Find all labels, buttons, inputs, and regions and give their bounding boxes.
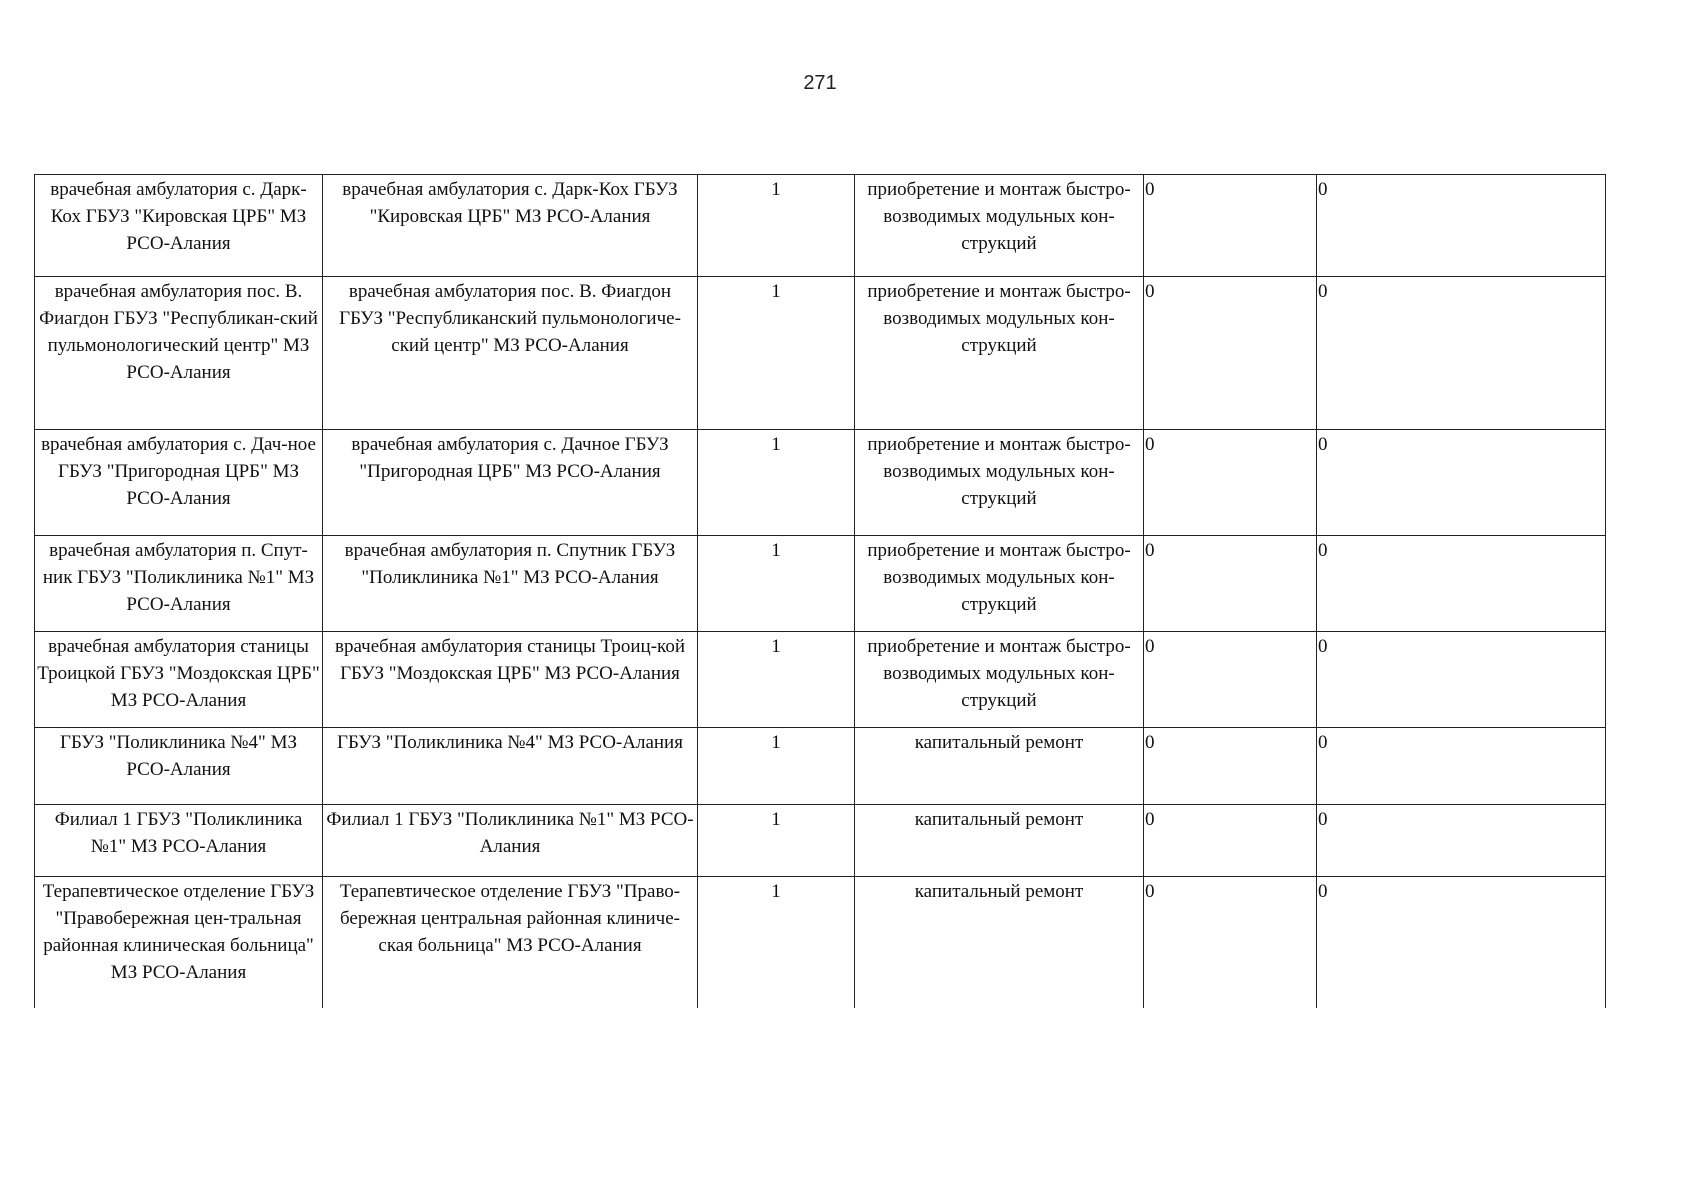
value-cell: 0 xyxy=(1144,536,1317,632)
quantity-cell: 1 xyxy=(698,277,855,430)
table-row xyxy=(35,728,1606,805)
table-row xyxy=(35,277,1606,430)
work-type-cell: приобретение и монтаж быстро-возводимых модульных кон-струкций xyxy=(855,632,1144,728)
page-number: 271 xyxy=(803,72,837,94)
quantity-cell: 1 xyxy=(698,536,855,632)
work-type-cell: приобретение и монтаж быстро-возводимых модульных кон-струкций xyxy=(855,536,1144,632)
institution-cell: врачебная амбулатория с. Дач-ное ГБУЗ "Пригородная ЦРБ" МЗ РСО-Алания xyxy=(35,430,323,536)
value-cell: 0 xyxy=(1144,728,1317,805)
value-cell: 0 xyxy=(1144,430,1317,536)
value-cell: 0 xyxy=(1144,277,1317,430)
value-cell: 0 xyxy=(1317,877,1606,1008)
value-cell: 0 xyxy=(1317,536,1606,632)
value-cell: 0 xyxy=(1144,175,1317,277)
table-row xyxy=(35,175,1606,277)
work-type-cell: капитальный ремонт xyxy=(855,728,1144,805)
institution-cell: врачебная амбулатория п. Спут-ник ГБУЗ "Поликлиника №1" МЗ РСО-Алания xyxy=(35,536,323,632)
value-cell: 0 xyxy=(1317,277,1606,430)
object-name-cell: врачебная амбулатория с. Дарк-Кох ГБУЗ "Кировская ЦРБ" МЗ РСО-Алания xyxy=(323,175,698,277)
value-cell: 0 xyxy=(1317,805,1606,877)
table-row xyxy=(35,536,1606,632)
table-row xyxy=(35,805,1606,877)
quantity-cell: 1 xyxy=(698,430,855,536)
institution-cell: врачебная амбулатория пос. В. Фиагдон ГБУЗ "Республикан-ский пульмонологический центр" МЗ РСО-Алания xyxy=(35,277,323,430)
table-row xyxy=(35,877,1606,1008)
work-type-cell: приобретение и монтаж быстро-возводимых модульных кон-струкций xyxy=(855,430,1144,536)
institution-cell: врачебная амбулатория станицы Троицкой ГБУЗ "Моздокская ЦРБ" МЗ РСО-Алания xyxy=(35,632,323,728)
facilities-table xyxy=(34,174,1606,1008)
work-type-cell: капитальный ремонт xyxy=(855,877,1144,1008)
value-cell: 0 xyxy=(1144,877,1317,1008)
value-cell: 0 xyxy=(1317,430,1606,536)
object-name-cell: врачебная амбулатория п. Спутник ГБУЗ "Поликлиника №1" МЗ РСО-Алания xyxy=(323,536,698,632)
institution-cell: Филиал 1 ГБУЗ "Поликлиника №1" МЗ РСО-Алания xyxy=(35,805,323,877)
institution-cell: ГБУЗ "Поликлиника №4" МЗ РСО-Алания xyxy=(35,728,323,805)
object-name-cell: ГБУЗ "Поликлиника №4" МЗ РСО-Алания xyxy=(323,728,698,805)
quantity-cell: 1 xyxy=(698,175,855,277)
object-name-cell: врачебная амбулатория станицы Троиц-кой ГБУЗ "Моздокская ЦРБ" МЗ РСО-Алания xyxy=(323,632,698,728)
institution-cell: Терапевтическое отделение ГБУЗ "Правобережная цен-тральная районная клиническая больница" МЗ РСО-Алания xyxy=(35,877,323,1008)
work-type-cell: капитальный ремонт xyxy=(855,805,1144,877)
value-cell: 0 xyxy=(1317,632,1606,728)
quantity-cell: 1 xyxy=(698,632,855,728)
institution-cell: врачебная амбулатория с. Дарк-Кох ГБУЗ "Кировская ЦРБ" МЗ РСО-Алания xyxy=(35,175,323,277)
quantity-cell: 1 xyxy=(698,805,855,877)
value-cell: 0 xyxy=(1144,805,1317,877)
quantity-cell: 1 xyxy=(698,877,855,1008)
table-row xyxy=(35,430,1606,536)
object-name-cell: Терапевтическое отделение ГБУЗ "Право-бережная центральная районная клиниче-ская больница" МЗ РСО-Алания xyxy=(323,877,698,1008)
table-row xyxy=(35,632,1606,728)
work-type-cell: приобретение и монтаж быстро-возводимых модульных кон-струкций xyxy=(855,175,1144,277)
work-type-cell: приобретение и монтаж быстро-возводимых модульных кон-струкций xyxy=(855,277,1144,430)
quantity-cell: 1 xyxy=(698,728,855,805)
object-name-cell: врачебная амбулатория с. Дачное ГБУЗ "Пригородная ЦРБ" МЗ РСО-Алания xyxy=(323,430,698,536)
value-cell: 0 xyxy=(1144,632,1317,728)
object-name-cell: врачебная амбулатория пос. В. Фиагдон ГБУЗ "Республиканский пульмонологиче-ский центр" МЗ РСО-Алания xyxy=(323,277,698,430)
object-name-cell: Филиал 1 ГБУЗ "Поликлиника №1" МЗ РСО-Алания xyxy=(323,805,698,877)
value-cell: 0 xyxy=(1317,728,1606,805)
value-cell: 0 xyxy=(1317,175,1606,277)
